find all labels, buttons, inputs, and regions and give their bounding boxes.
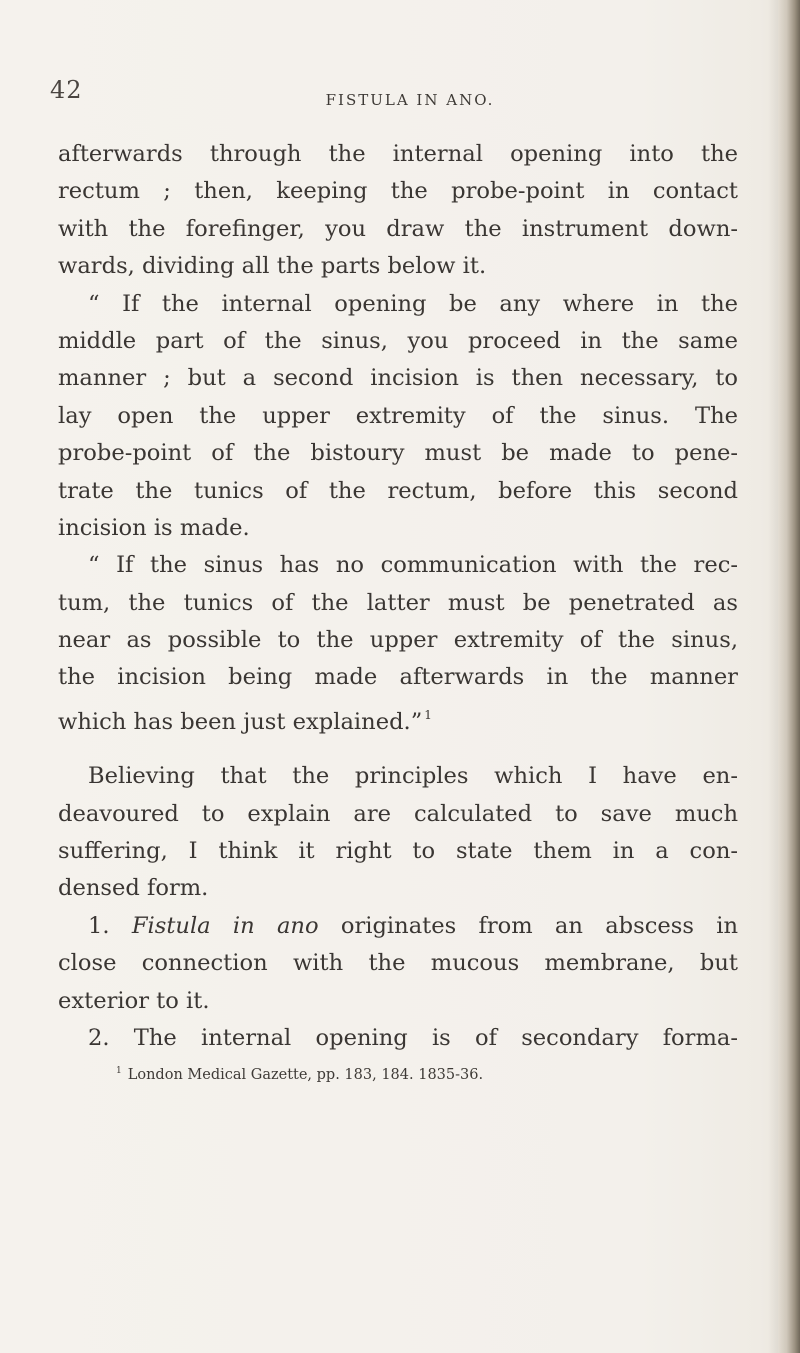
paragraph: [58, 136, 738, 286]
text-line: exterior to it.: [58, 987, 210, 1014]
footnote-reference[interactable]: 1: [424, 707, 432, 722]
running-head-text: FISTULA IN ANO.: [325, 91, 495, 109]
page-number: 42: [50, 76, 83, 104]
page-edge-shadow: [768, 0, 778, 1353]
text-line: trate the tunics of the rectum, before this second: [58, 477, 738, 504]
numbered-item: [58, 908, 738, 1020]
running-head: [0, 91, 800, 109]
paragraph: [58, 547, 738, 734]
text-line-content: originates from an abscess in: [318, 912, 738, 939]
text-line: “ If the sinus has no communication with the rec-: [88, 552, 738, 579]
text-line: [58, 697, 738, 734]
text-line: 2. The internal opening is of secondary forma-: [88, 1024, 738, 1051]
text-line: lay open the upper extremity of the sinus. The: [58, 402, 738, 429]
text-line: incision is made.: [58, 514, 250, 541]
text-line: middle part of the sinus, you proceed in the same: [58, 327, 738, 354]
text-line: rectum ; then, keeping the probe-point in contact: [58, 178, 738, 205]
text-line: near as possible to the upper extremity of the sinus,: [58, 627, 738, 654]
text-line: wards, dividing all the parts below it.: [58, 253, 487, 280]
text-line: afterwards through the internal opening into the: [58, 141, 738, 167]
text-line: the incision being made afterwards in the manner: [58, 664, 738, 691]
text-line: probe-point of the bistoury must be made to pene-: [58, 440, 738, 467]
page-edge: [778, 0, 800, 1353]
text-line: suffering, I think it right to state them in a con-: [58, 838, 738, 865]
text-line: tum, the tunics of the latter must be penetrated as: [58, 589, 738, 616]
footnote: [116, 1066, 483, 1083]
text-line-content: which has been just explained.”: [58, 708, 423, 735]
text-line: deavoured to explain are calculated to save much: [58, 800, 738, 827]
paragraph: [58, 286, 738, 548]
footnote-marker: 1: [116, 1066, 122, 1076]
paragraph: [58, 758, 738, 908]
text-line: manner ; but a second incision is then necessary, to: [58, 365, 738, 392]
text-line: densed form.: [58, 875, 209, 902]
text-line: [58, 908, 738, 945]
italic-term: Fistula in ano: [131, 912, 319, 939]
text-line: “ If the internal opening be any where in the: [88, 290, 738, 317]
text-line: Believing that the principles which I have en-: [88, 763, 738, 790]
text-line: close connection with the mucous membrane, but: [58, 950, 738, 977]
text-line: with the forefinger, you draw the instrument down-: [58, 215, 738, 242]
numbered-item: [58, 1020, 738, 1057]
footnote-text: London Medical Gazette, pp. 183, 184. 1835-36.: [127, 1067, 484, 1083]
item-number: 1.: [88, 912, 132, 939]
body-text: [58, 136, 738, 1057]
